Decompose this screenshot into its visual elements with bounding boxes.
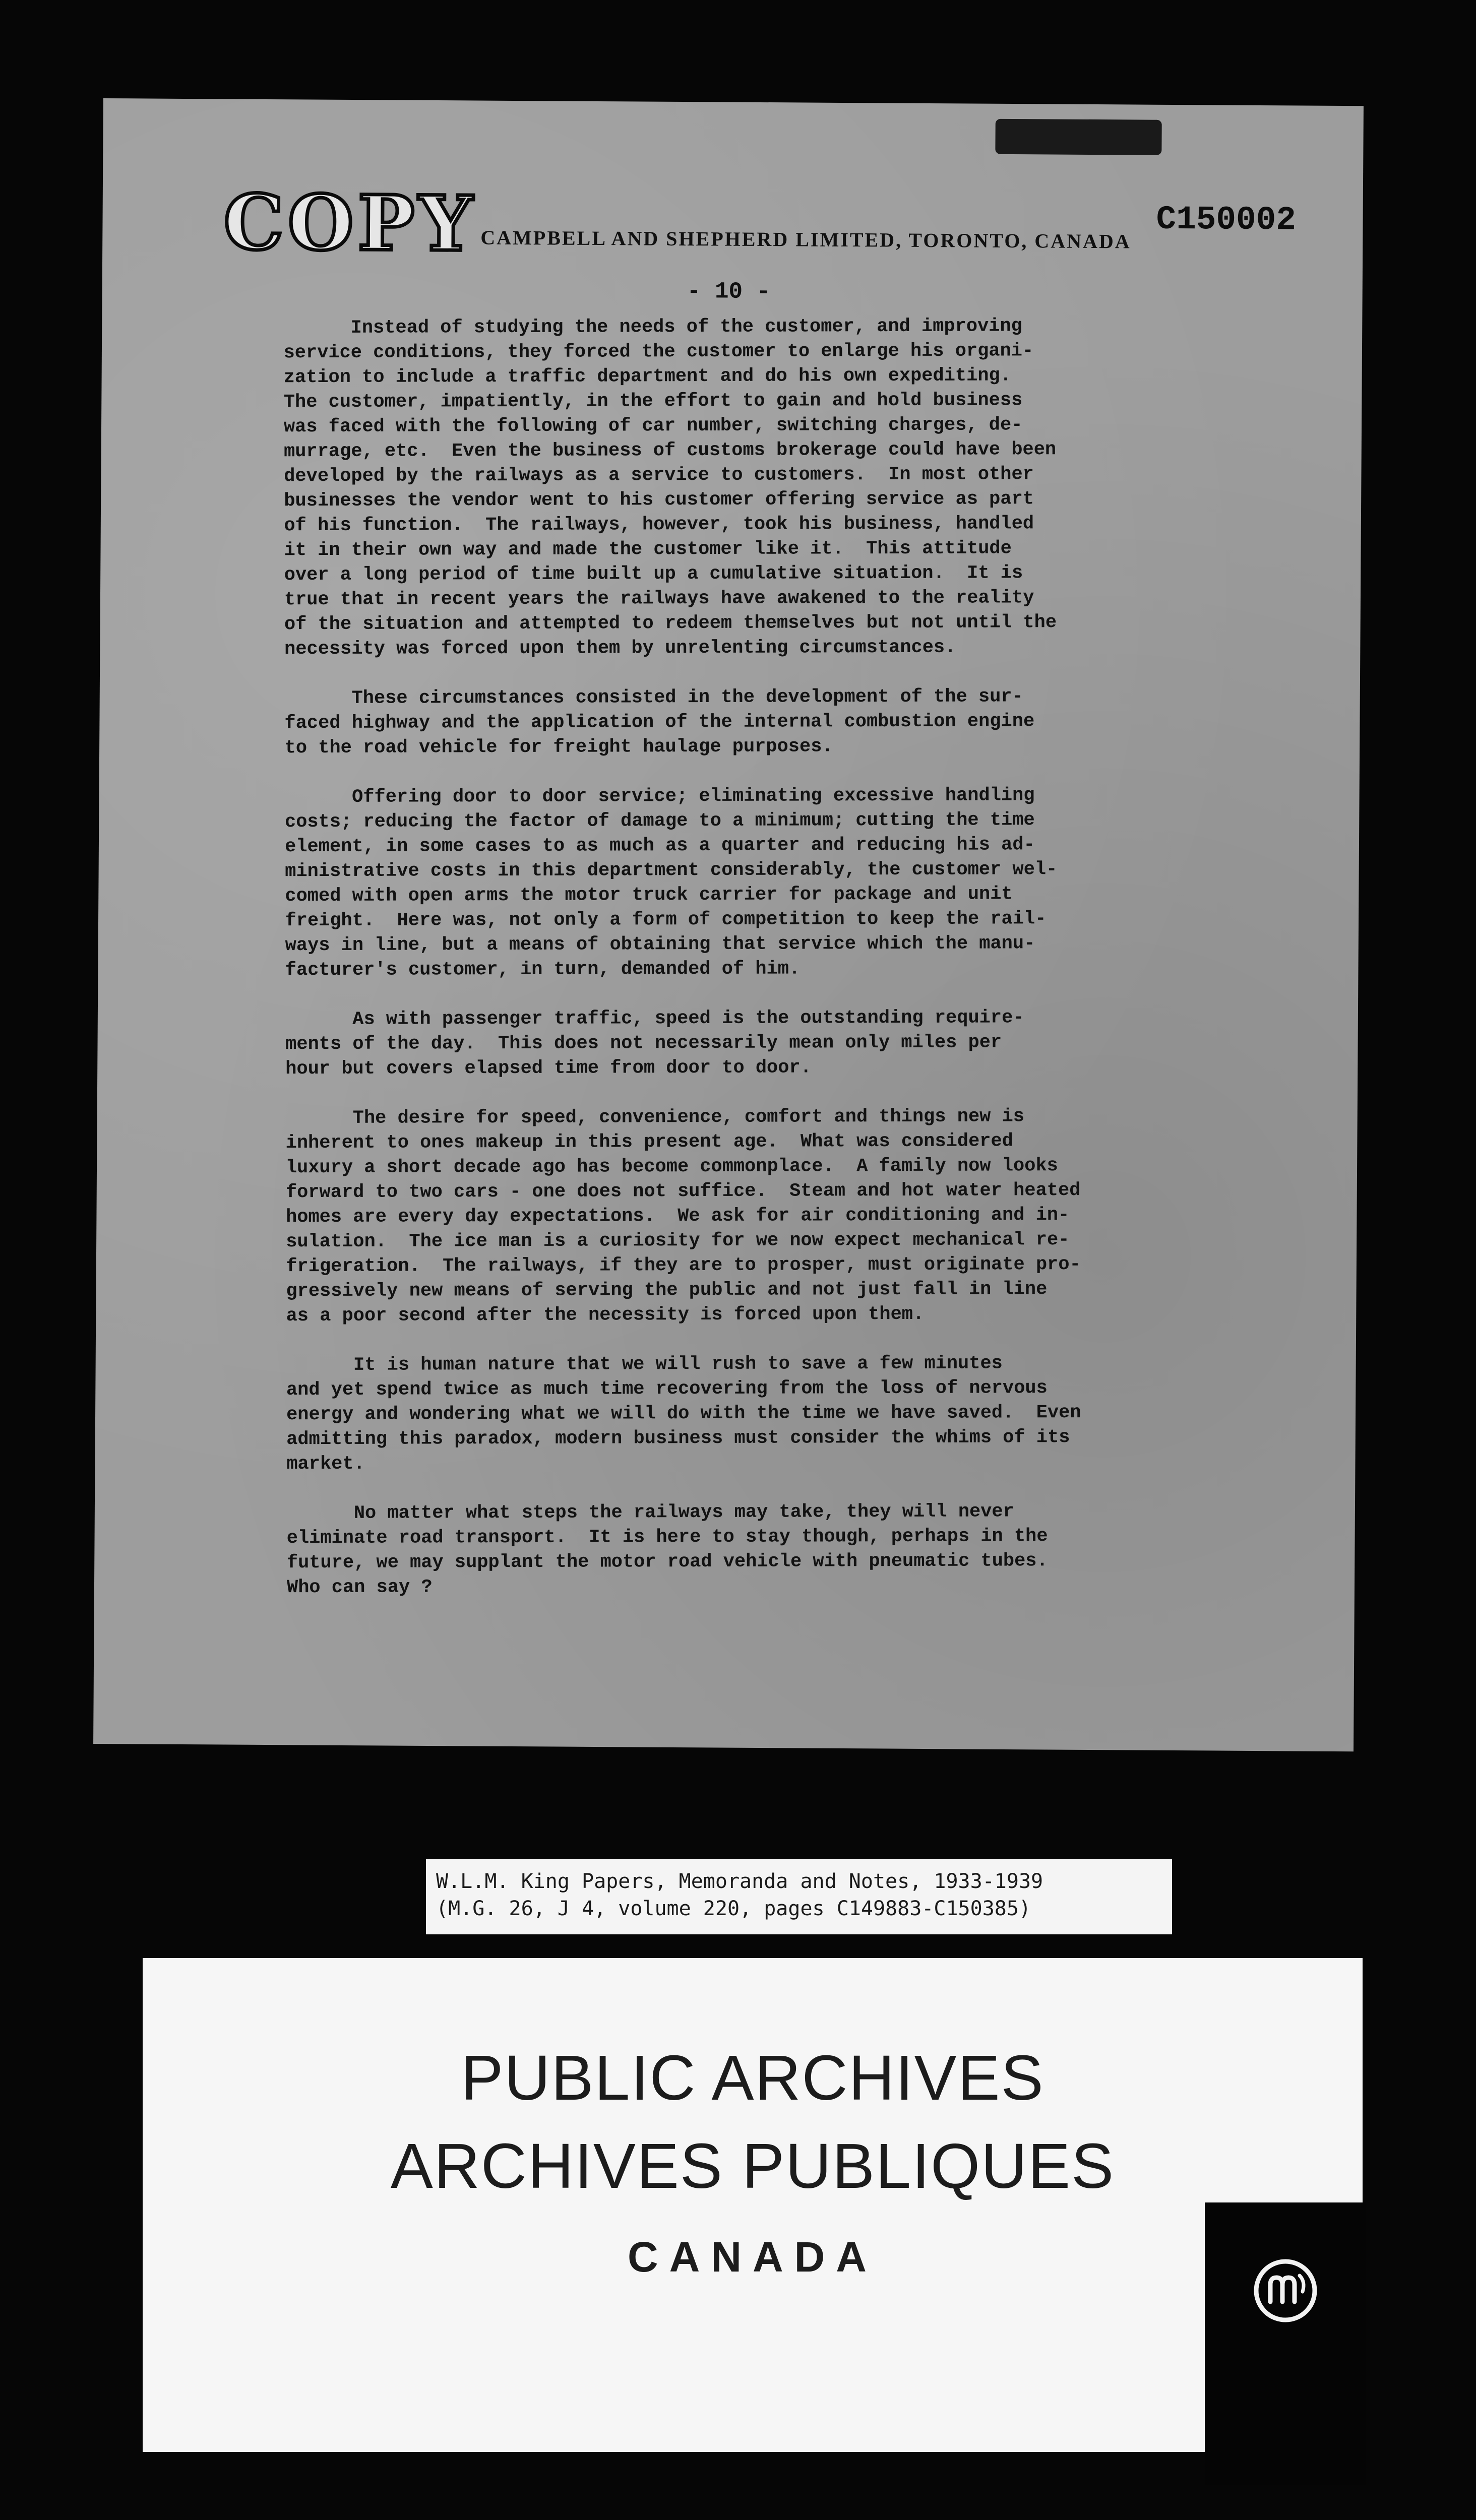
citation-line: (M.G. 26, J 4, volume 220, pages C149883-C150385) — [436, 1897, 1031, 1920]
citation-line: W.L.M. King Papers, Memoranda and Notes, 1933-1939 — [436, 1870, 1043, 1893]
paragraph: Instead of studying the needs of the customer, and improving service conditions, they forced the customer to enlarge his organi- zation to include a traffic department and do his own expediting. The customer, impatiently, in the effort to gain and hold business was faced with the following of car number, switching charges, de- murrage, etc. Even the business of customs brokerage could have been developed by the railways as a service to customers. In most other businesses the vendor went to his customer offering service as part of his function. The railways, however, took his business, handled it in their own way and made the customer like it. This attitude over a long period of time built up a cumulative situation. It is true that in recent years the railways have awakened to the reality of the situation and attempted to redeem themselves but not until the necessity was forced upon them by unrelenting circumstances. — [283, 316, 1057, 660]
paragraph: The desire for speed, convenience, comfort and things new is inherent to ones makeup in this present age. What was considered luxury a short decade ago has become commonplace. A family now looks forward to two cars - one does not suffice. Steam and hot water heated homes are every day expectations. We ask for air conditioning and in- sulation. The ice man is a curiosity for we now expect mechanical re- frigeration. The railways, if they are to prosper, must originate pro- gressively new means of serving the public and not just fall in line as a poor second after the necessity is forced upon them. — [285, 1106, 1081, 1327]
paragraph: As with passenger traffic, speed is the outstanding require- ments of the day. This does not necessarily mean only miles per hour but covers elapsed time from door to door. — [285, 1007, 1024, 1080]
logo-block — [1205, 2202, 1366, 2485]
letterhead — [223, 178, 1333, 277]
typed-document-page — [93, 98, 1364, 1751]
tape-mark — [995, 119, 1161, 155]
archives-title-english: PUBLIC ARCHIVES — [461, 2042, 1044, 2113]
page-number: - 10 - — [687, 278, 771, 305]
paragraph: No matter what steps the railways may take, they will never eliminate road transport. It is here to stay though, perhaps in the future, we may supplant the motor road vehicle with pneumatic tubes. Who can say ? — [286, 1501, 1048, 1599]
paragraph: It is human nature that we will rush to save a few minutes and yet spend twice as much time recovering from the loss of nervous energy and wondering what we will do with the time we have saved. Even admitting this paradox, modern business must consider the whims of its market. — [286, 1353, 1081, 1475]
copy-stamp: COPY — [223, 178, 477, 269]
archives-country: CANADA — [628, 2233, 878, 2281]
paragraph: Offering door to door service; eliminating excessive handling costs; reducing the factor of damage to a minimum; cutting the time element, in some cases to as much as a quarter and reducing his ad- ministrative costs in this department considerably, the customer wel- comed with open arms the motor truck carrier for package and unit freight. Here was, not only a form of competition to keep the rail- ways in line, but a means of obtaining that service which the manu- facturer's customer, in turn, demanded of him. — [284, 785, 1058, 981]
archives-card — [143, 1958, 1363, 2452]
archives-logo-icon — [1250, 2255, 1321, 2326]
company-name: CAMPBELL AND SHEPHERD LIMITED, TORONTO, CANADA — [480, 226, 1131, 253]
document-number: C150002 — [1156, 200, 1297, 239]
body-text — [283, 313, 1335, 1625]
paragraph: These circumstances consisted in the development of the sur- faced highway and the application of the internal combustion engine to the road vehicle for freight haulage purposes. — [284, 686, 1035, 759]
archives-title-french: ARCHIVES PUBLIQUES — [390, 2130, 1115, 2201]
citation-slip — [426, 1859, 1172, 1934]
